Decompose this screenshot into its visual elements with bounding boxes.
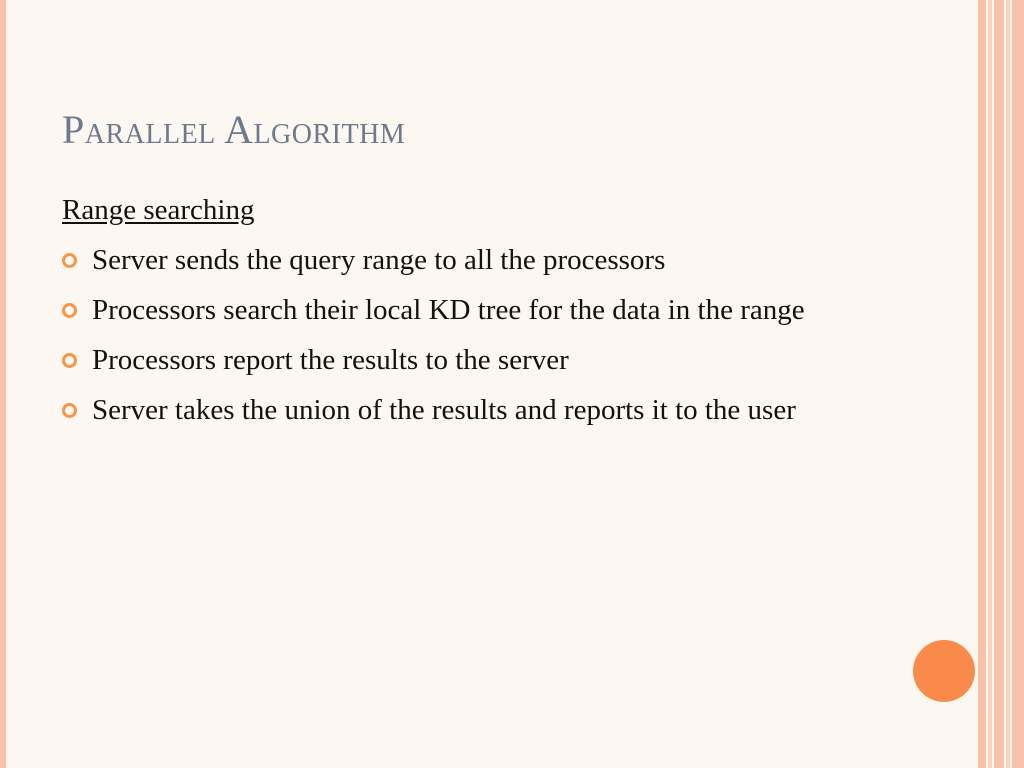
slide-title: Parallel Algorithm xyxy=(62,107,406,152)
bullet-item xyxy=(62,290,882,330)
bullet-item xyxy=(62,340,882,380)
ring-bullet-icon xyxy=(62,403,77,418)
orange-circle-decoration xyxy=(913,640,975,702)
stripe xyxy=(978,0,986,768)
bullet-item xyxy=(62,240,882,280)
bullet-text: Server takes the union of the results and reports it to the user xyxy=(92,394,796,426)
bullet-list xyxy=(62,240,882,430)
right-stripes-decoration xyxy=(978,0,1024,768)
bullet-text: Processors search their local KD tree for the data in the range xyxy=(92,294,805,326)
stripe xyxy=(1006,0,1010,768)
bullet-text: Server sends the query range to all the processors xyxy=(92,244,666,276)
subheading: Range searching xyxy=(62,194,255,226)
ring-bullet-icon xyxy=(62,253,77,268)
bullet-item xyxy=(62,390,882,430)
stripe xyxy=(988,0,992,768)
stripe xyxy=(1012,0,1024,768)
ring-bullet-icon xyxy=(62,353,77,368)
left-border-decoration xyxy=(0,0,6,768)
slide-content xyxy=(62,190,882,440)
bullet-text: Processors report the results to the server xyxy=(92,344,569,376)
stripe xyxy=(994,0,1004,768)
ring-bullet-icon xyxy=(62,303,77,318)
